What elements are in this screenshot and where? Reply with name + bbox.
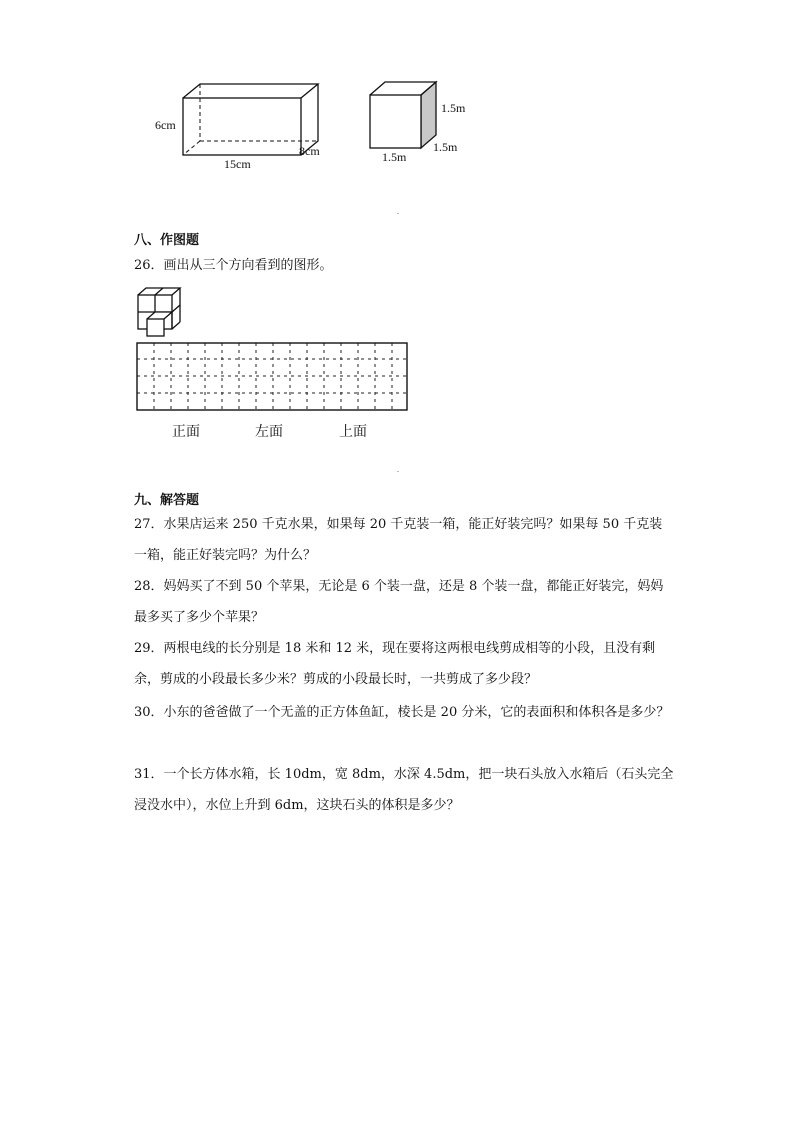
cuboid-hidden-edges bbox=[183, 84, 318, 155]
cube-depth-label: 1.5m bbox=[433, 140, 458, 154]
cube-length-label: 1.5m bbox=[382, 150, 407, 164]
view-label-left: 左面 bbox=[255, 424, 283, 440]
cuboid-top-face bbox=[183, 84, 318, 98]
question-28: 28．妈妈买了不到 50 个苹果，无论是 6 个装一盘，还是 8 个装一盘，都能正好装完，妈妈最多买了多少个苹果？ bbox=[134, 579, 664, 625]
cube-side-face bbox=[421, 82, 436, 148]
cuboid-width-label: 8cm bbox=[299, 144, 320, 158]
stacked-cubes-figure bbox=[134, 285, 184, 337]
question-26: 26．画出从三个方向看到的图形。 bbox=[134, 258, 333, 273]
cube-height-label: 1.5m bbox=[441, 101, 466, 115]
view-label-top: 上面 bbox=[339, 424, 367, 440]
cuboid-length-label: 15cm bbox=[224, 157, 251, 171]
scan-speck bbox=[397, 213, 399, 214]
drawing-grid[interactable] bbox=[136, 342, 409, 412]
question-31: 31．一个长方体水箱，长 10dm，宽 8dm，水深 4.5dm，把一块石头放入水箱后（石头完全浸没水中），水位上升到 6dm，这块石头的体积是多少？ bbox=[134, 767, 674, 813]
cube-front-face bbox=[370, 95, 421, 148]
view-label-front: 正面 bbox=[172, 424, 200, 440]
scan-speck bbox=[397, 471, 399, 472]
section-8-title: 八、作图题 bbox=[134, 233, 200, 248]
cuboid-front-face bbox=[183, 98, 301, 155]
section-9-title: 九、解答题 bbox=[134, 493, 200, 508]
question-29: 29．两根电线的长分别是 18 米和 12 米，现在要将这两根电线剪成相等的小段，且没有剩余，剪成的小段最长多少米？剪成的小段最长时，一共剪成了多少段？ bbox=[134, 641, 656, 687]
question-27: 27．水果店运来 250 千克水果，如果每 20 千克装一箱，能正好装完吗？如果每 50 千克装一箱，能正好装完吗？为什么？ bbox=[134, 517, 663, 563]
question-30: 30．小东的爸爸做了一个无盖的正方体鱼缸，棱长是 20 分米，它的表面积和体积各是多少？ bbox=[134, 705, 670, 720]
cuboid-height-label: 6cm bbox=[155, 118, 176, 132]
